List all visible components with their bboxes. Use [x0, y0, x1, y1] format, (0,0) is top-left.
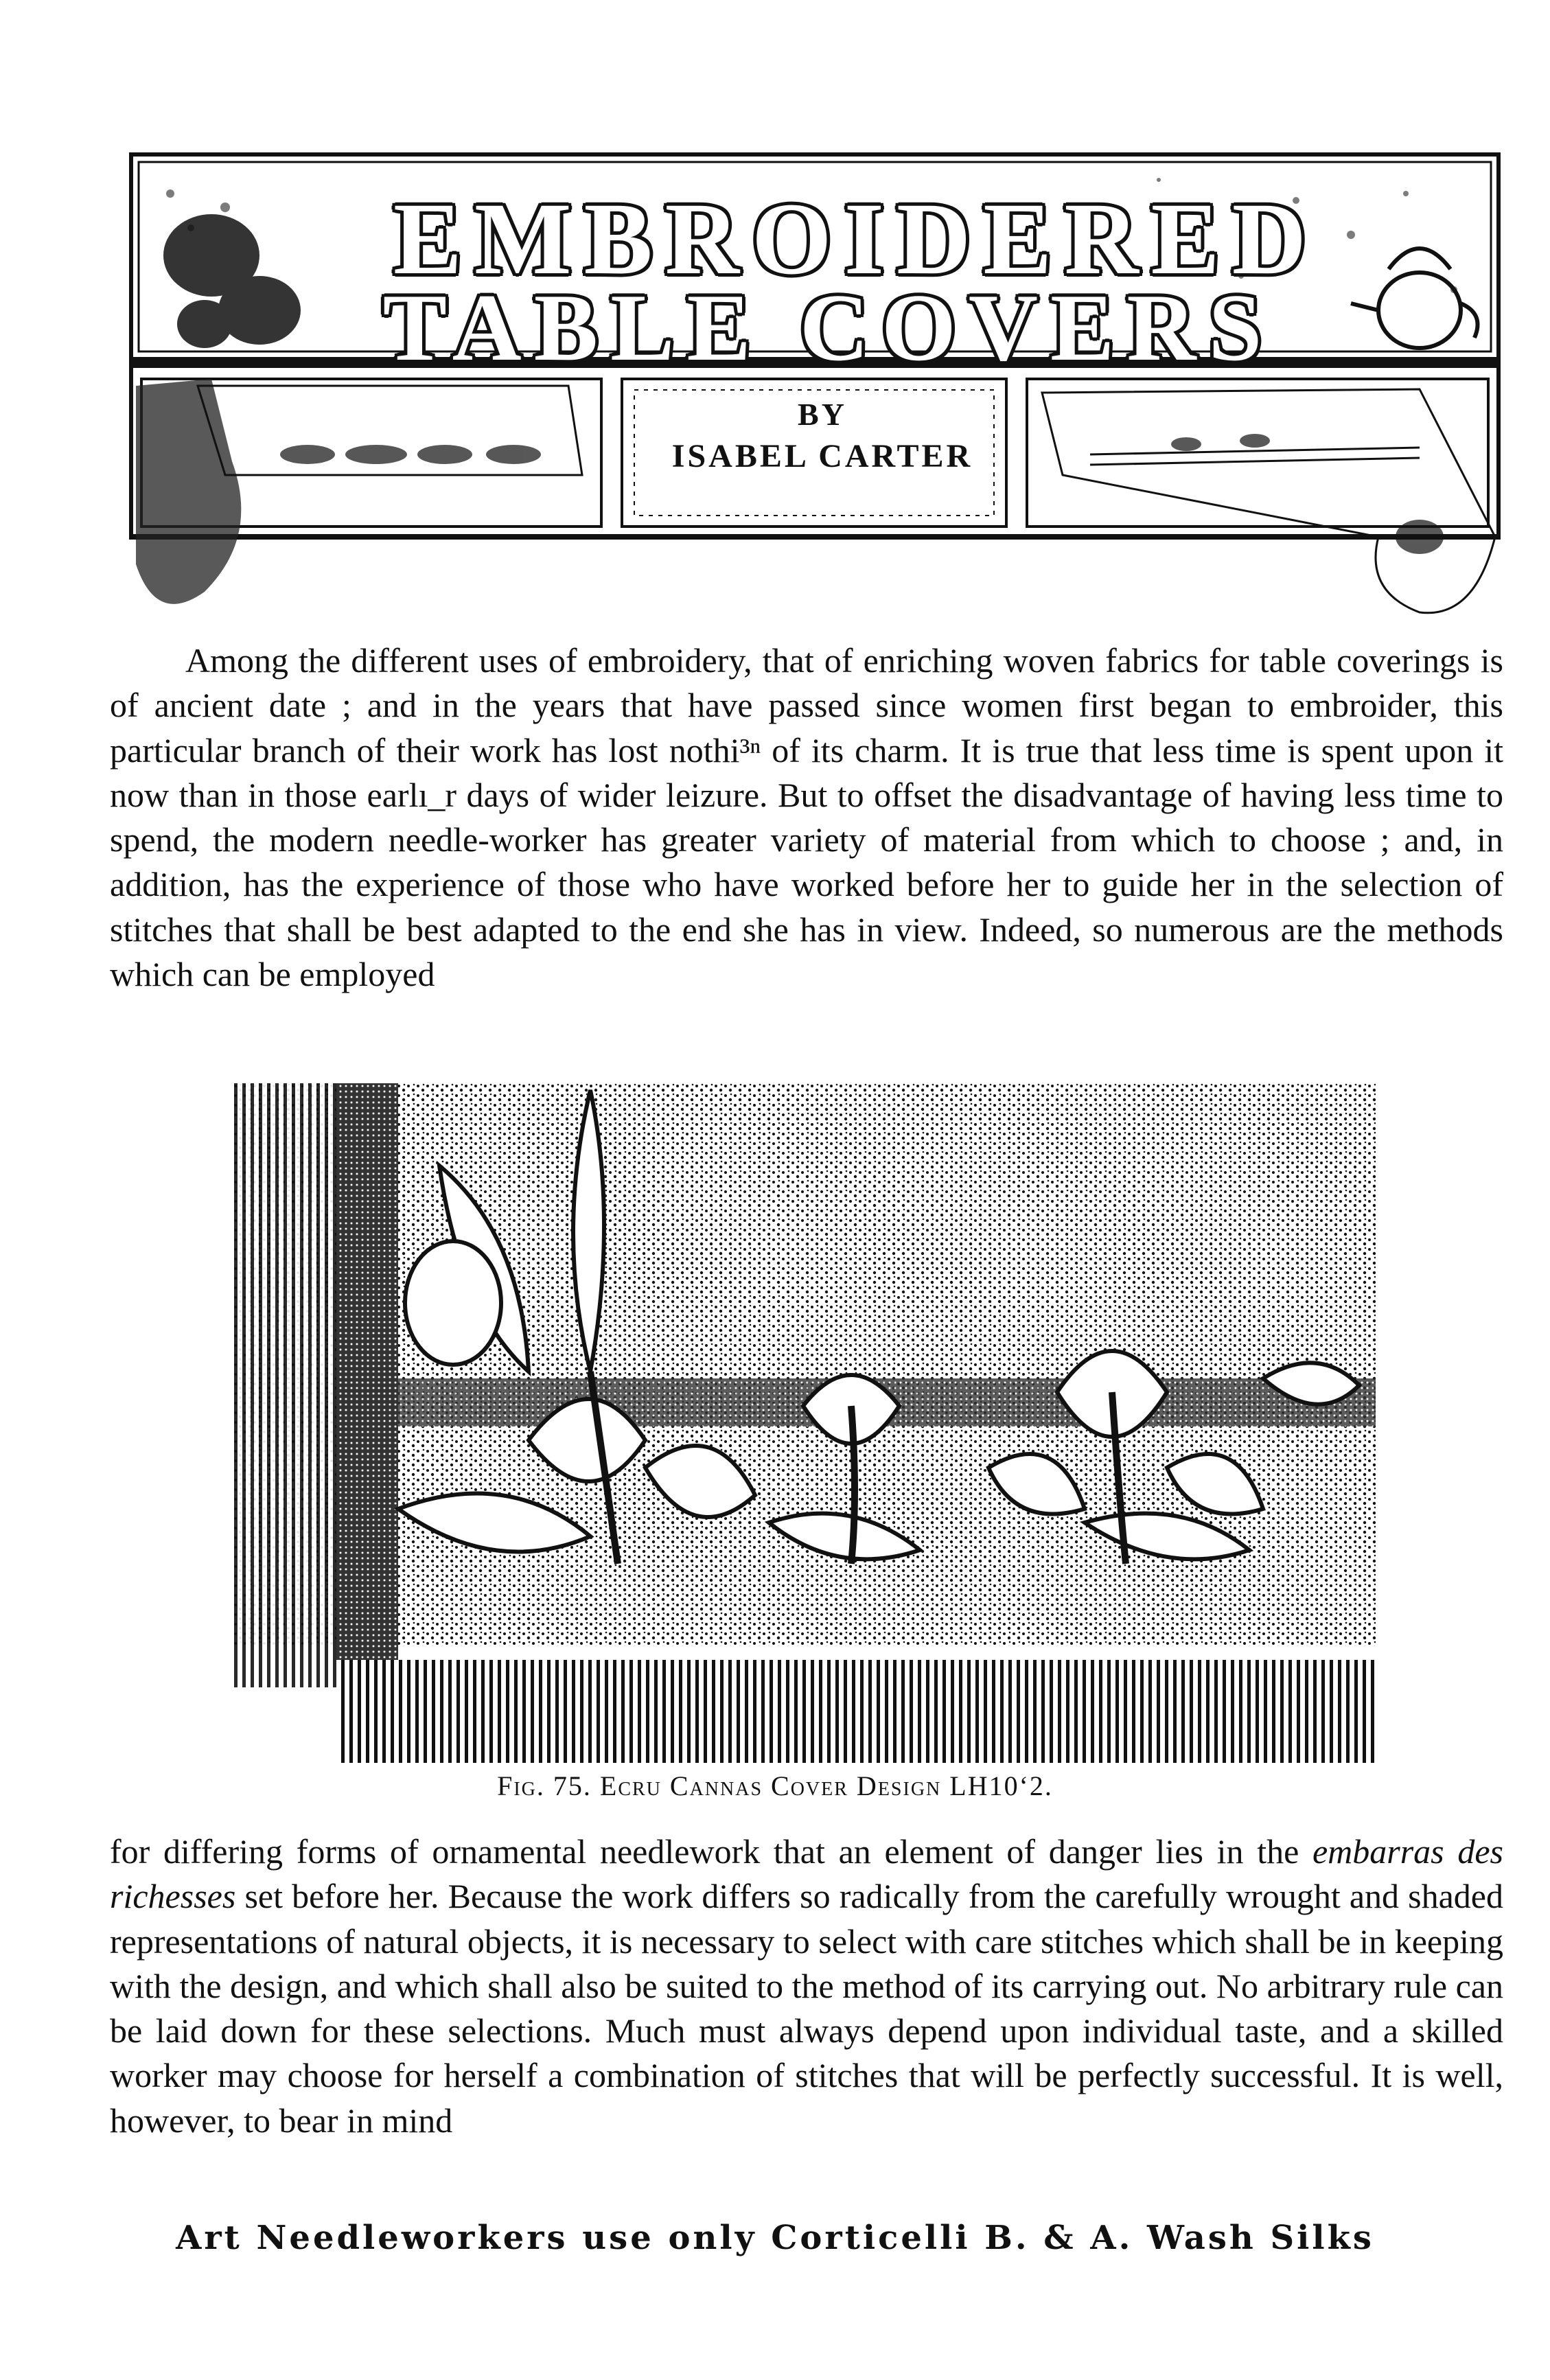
- footer-advert: Art Needleworkers use only Corticelli B. & A. Wash Silks: [176, 2219, 1374, 2257]
- figure-illustration: [233, 1083, 1376, 1764]
- byline-author: ISABEL CARTER: [671, 438, 973, 474]
- byline-by: BY: [798, 397, 847, 432]
- header-banner: [129, 152, 1501, 626]
- figure-caption: Fig. 75. Ecru Cannas Cover Design LH10ʻ2.: [497, 1770, 1053, 1801]
- paragraph-2-text-start: for differing forms of ornamental needlework that an element of danger lies in the: [110, 1832, 1312, 1871]
- paragraph-2: [110, 1829, 1503, 2143]
- title-line-2: TABLE COVERS: [382, 275, 1275, 381]
- paragraph-1: Among the different uses of embroidery, that of enriching woven fabrics for table coverings is of ancient date ; and in the years that have passed since women first began to embroider, this particular branch of their work has lost nothi³ⁿ of its charm. It is true that less time is spent upon it now than in those earlı_r days of wider leizure. But to offset the disadvantage of having less time to spend, the modern needle-worker has greater variety of material from which to choose ; and, in addition, has the experience of those who have worked before her to guide her in the selection of stitches that shall be best adapted to the end she has in view. Indeed, so numerous are the methods which can be employed: [110, 641, 1503, 994]
- cannas-cover-illustration: [233, 1083, 1376, 1764]
- title-line-1: EMBROIDERED: [393, 182, 1319, 296]
- paragraph-2-text-end: set before her. Because the work differs so radically from the carefully wrought and shaded representations of natural objects, it is necessary to select with care stitches which shall be in keeping with the design, and which shall also be suited to the method of its carrying out. No arbitrary rule can be laid down for these selections. Much must always depend upon individual taste, and a skilled worker may choose for herself a combination of stitches that will be perfectly successful. It is well, however, to bear in mind: [110, 1877, 1503, 2140]
- paragraph-2-italic-phrase: embarras des richesses: [110, 1832, 1503, 1916]
